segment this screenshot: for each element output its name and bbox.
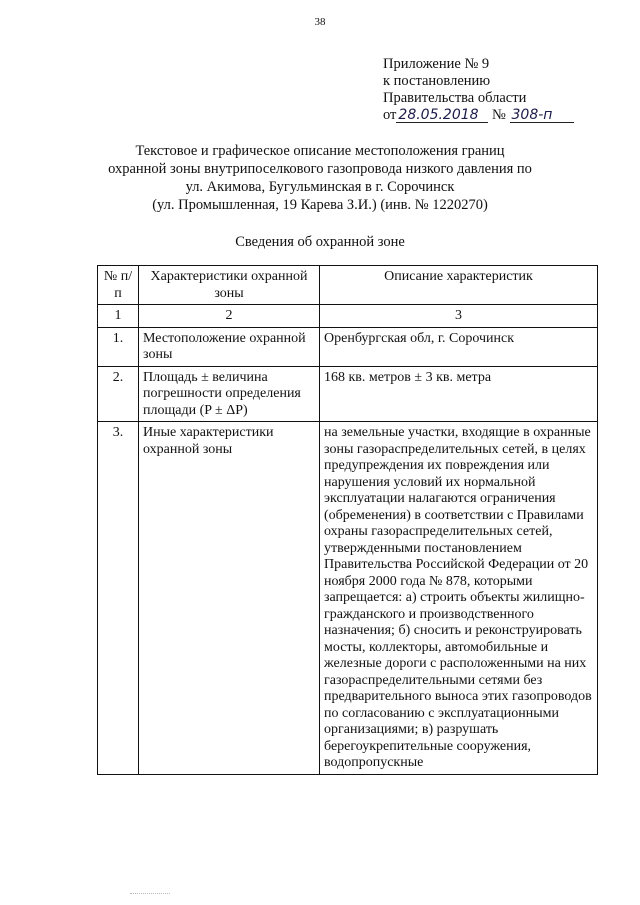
title-line-1: Текстовое и графическое описание местоположения границ: [135, 143, 505, 159]
title-line-3: ул. Акимова, Бугульминская в г. Сорочинск: [185, 179, 455, 195]
table-header-row: [98, 266, 598, 305]
row-description: Оренбургская обл, г. Сорочинск: [320, 327, 598, 366]
table-index-row: [98, 305, 598, 328]
footer-mark: [130, 893, 170, 894]
appendix-line-3: Правительства области: [383, 90, 527, 106]
header-number: № п/п: [98, 266, 139, 305]
page-number: 38: [314, 16, 326, 28]
row-description: 168 кв. метров ± 3 кв. метра: [320, 366, 598, 422]
index-cell: 1: [98, 305, 139, 328]
appendix-block: [383, 56, 574, 124]
index-cell: 3: [320, 305, 598, 328]
title-line-4: (ул. Промышленная, 19 Карева З.И.) (инв. № 1220270): [152, 197, 488, 213]
section-subtitle: Сведения об охранной зоне: [235, 234, 405, 250]
row-description: на земельные участки, входящие в охранные зоны газораспределительных сетей, в целях предупреждения их повреждения или нарушения условий их нормальной эксплуатации налагаются ограничения (обременения) в соответствии с Правилами охраны газораспределительных сетей, утвержденными постановлением Правительства Российской Федерации от 20 ноября 2000 года № 878, которыми запрещается: а) строить объекты жилищно-гражданского и производственного назначения; б) сносить и реконструировать мосты, коллекторы, автомобильные и железные дороги с расположенными на них газораспределительными сетями без предварительного выноса этих газопроводов по согласованию с эксплуатационными организациями; в) разрушать берегоукрепительные сооружения, водопропускные: [320, 422, 598, 775]
table-row: [98, 366, 598, 422]
table-row: [98, 327, 598, 366]
number-prefix: №: [492, 107, 506, 123]
appendix-line-1: Приложение № 9: [383, 56, 490, 72]
from-prefix: от: [383, 107, 397, 123]
appendix-line-2: к постановлению: [383, 73, 491, 89]
row-number: 2.: [98, 366, 139, 422]
row-number: 3.: [98, 422, 139, 775]
document-title: [0, 142, 640, 214]
appendix-line-4: [383, 107, 574, 124]
handwritten-date: 28.05.2018: [396, 108, 488, 123]
index-cell: 2: [139, 305, 320, 328]
table-row: [98, 422, 598, 775]
title-line-2: охранной зоны внутрипоселкового газопровода низкого давления по: [108, 161, 532, 177]
header-description: Описание характеристик: [320, 266, 598, 305]
protection-zone-table: [97, 265, 598, 775]
row-characteristic: Местоположение охранной зоны: [139, 327, 320, 366]
row-characteristic: Иные характеристики охранной зоны: [139, 422, 320, 775]
handwritten-number: 308-п: [510, 108, 574, 123]
header-characteristic: Характеристики охранной зоны: [139, 266, 320, 305]
row-characteristic: Площадь ± величина погрешности определения площади (P ± ΔP): [139, 366, 320, 422]
row-number: 1.: [98, 327, 139, 366]
